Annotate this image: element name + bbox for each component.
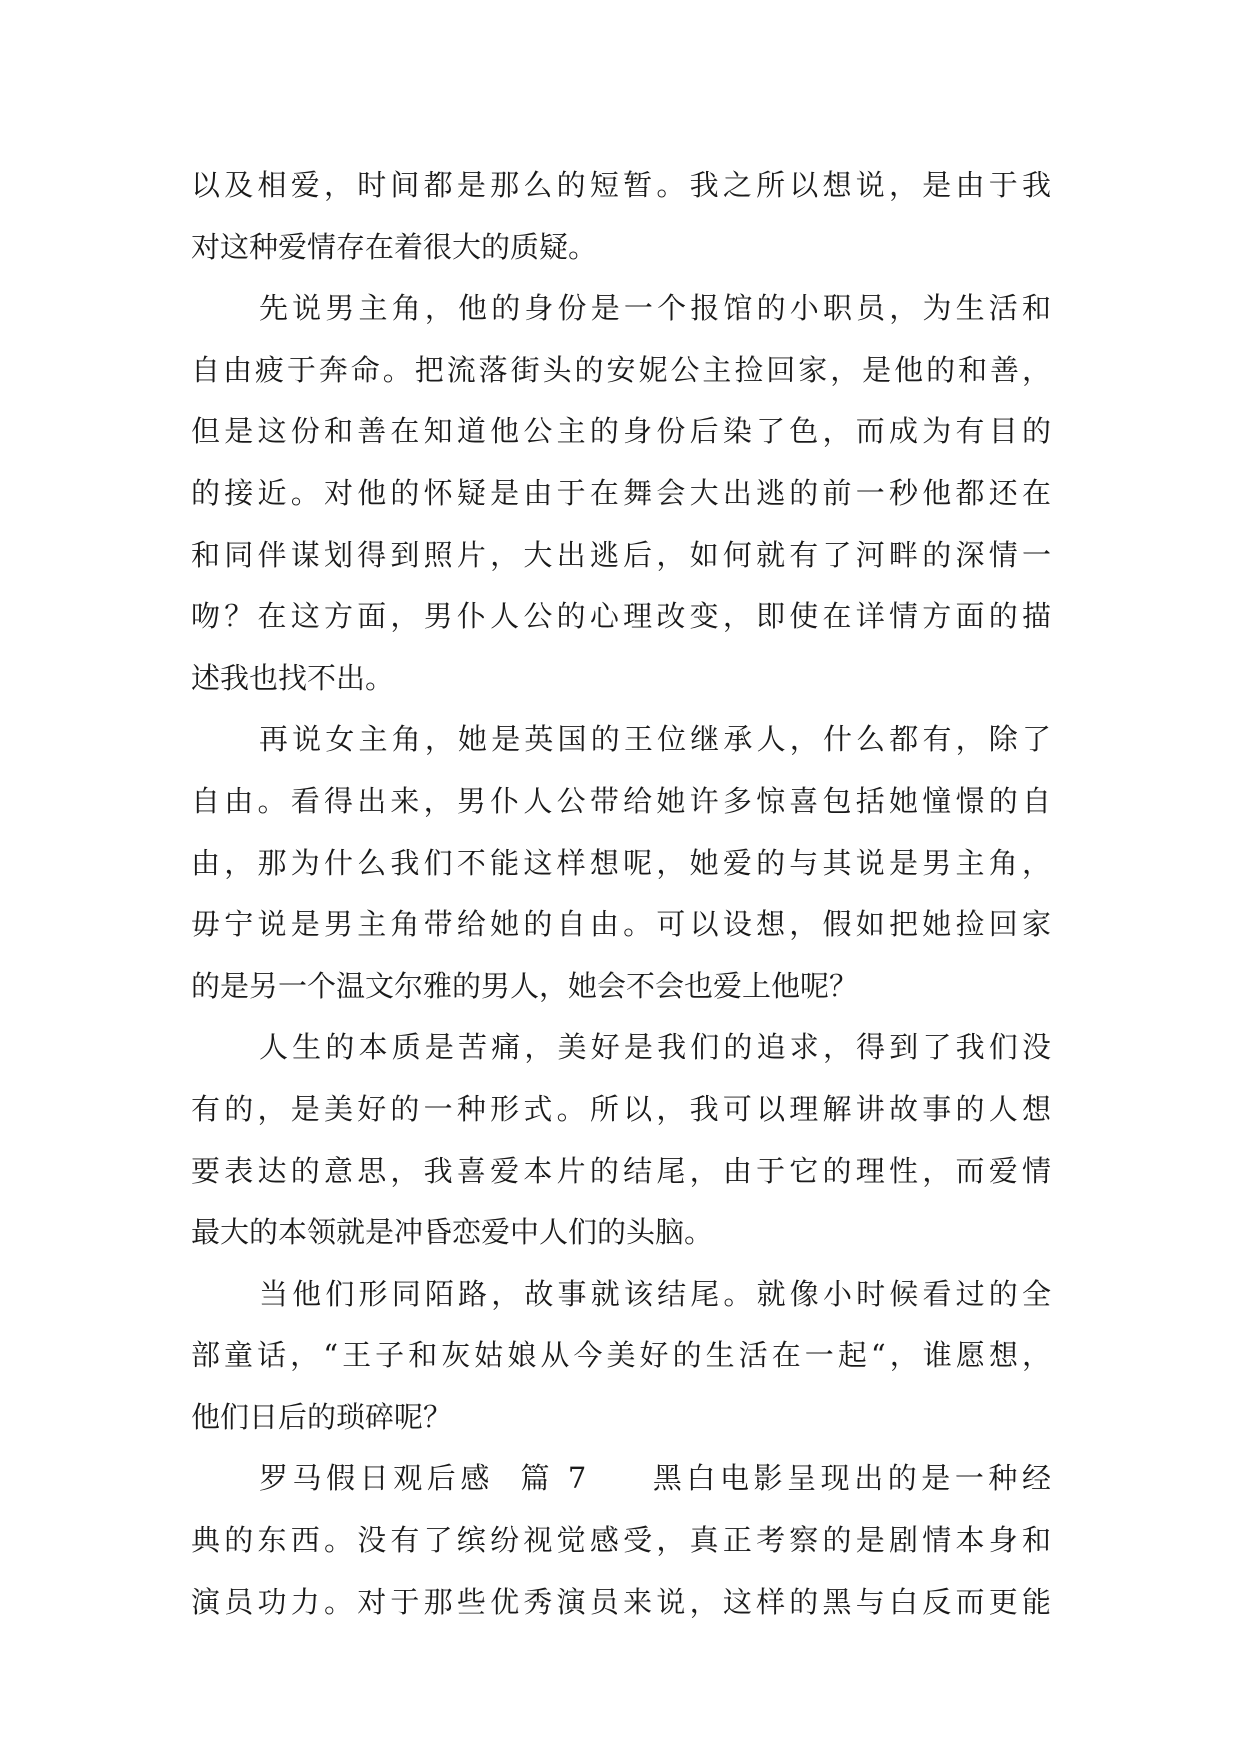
text-line: 自由疲于奔命。把流落街头的安妮公主捡回家，是他的和善， <box>191 352 1051 387</box>
section-first-sentence: 黑白电影呈现出的是一种经 <box>648 1461 1051 1496</box>
section-title: 罗马假日观后感 <box>259 1461 494 1496</box>
text-line: 吻？在这方面，男仆人公的心理改变，即使在详情方面的描 <box>191 599 1051 634</box>
document-body <box>191 155 1051 1633</box>
text-line: 的是另一个温文尔雅的男人，她会不会也爱上他呢？ <box>191 968 859 1003</box>
text-line: 由，那为什么我们不能这样想呢，她爱的与其说是男主角， <box>191 845 1051 880</box>
text-line: 最大的本领就是冲昏恋爱中人们的头脑。 <box>191 1215 714 1250</box>
section-label: 篇 7 <box>515 1461 587 1496</box>
text-line: 部童话，“王子和灰姑娘从今美好的生活在一起“，谁愿想， <box>191 1338 1051 1373</box>
text-line: 有的，是美好的一种形式。所以，我可以理解讲故事的人想 <box>191 1091 1051 1126</box>
paragraph-first-line: 先说男主角，他的身份是一个报馆的小职员，为生活和 <box>259 291 1051 326</box>
text-line: 典的东西。没有了缤纷视觉感受，真正考察的是剧情本身和 <box>191 1523 1051 1558</box>
text-line: 对这种爱情存在着很大的质疑。 <box>191 229 598 264</box>
text-line: 他们日后的琐碎呢？ <box>191 1399 453 1434</box>
text-line: 以及相爱，时间都是那么的短暂。我之所以想说，是由于我 <box>191 168 1051 202</box>
text-line: 演员功力。对于那些优秀演员来说，这样的黑与白反而更能 <box>191 1584 1051 1619</box>
text-line: 毋宁说是男主角带给她的自由。可以设想，假如把她捡回家 <box>191 907 1051 942</box>
text-line: 但是这份和善在知道他公主的身份后染了色，而成为有目的 <box>191 414 1051 449</box>
paragraph-first-line: 人生的本质是苦痛，美好是我们的追求，得到了我们没 <box>259 1030 1051 1065</box>
text-line: 的接近。对他的怀疑是由于在舞会大出逃的前一秒他都还在 <box>191 475 1051 510</box>
text-line: 和同伴谋划得到照片，大出逃后，如何就有了河畔的深情一 <box>191 537 1051 572</box>
paragraph-first-line: 再说女主角，她是英国的王位继承人，什么都有，除了 <box>259 722 1051 757</box>
section-heading-line <box>191 1448 1051 1510</box>
text-line: 自由。看得出来，男仆人公带给她许多惊喜包括她憧憬的自 <box>191 783 1051 818</box>
text-line: 述我也找不出。 <box>191 660 395 695</box>
paragraph-first-line: 当他们形同陌路，故事就该结尾。就像小时候看过的全 <box>259 1276 1051 1311</box>
text-line: 要表达的意思，我喜爱本片的结尾，由于它的理性，而爱情 <box>191 1153 1051 1188</box>
